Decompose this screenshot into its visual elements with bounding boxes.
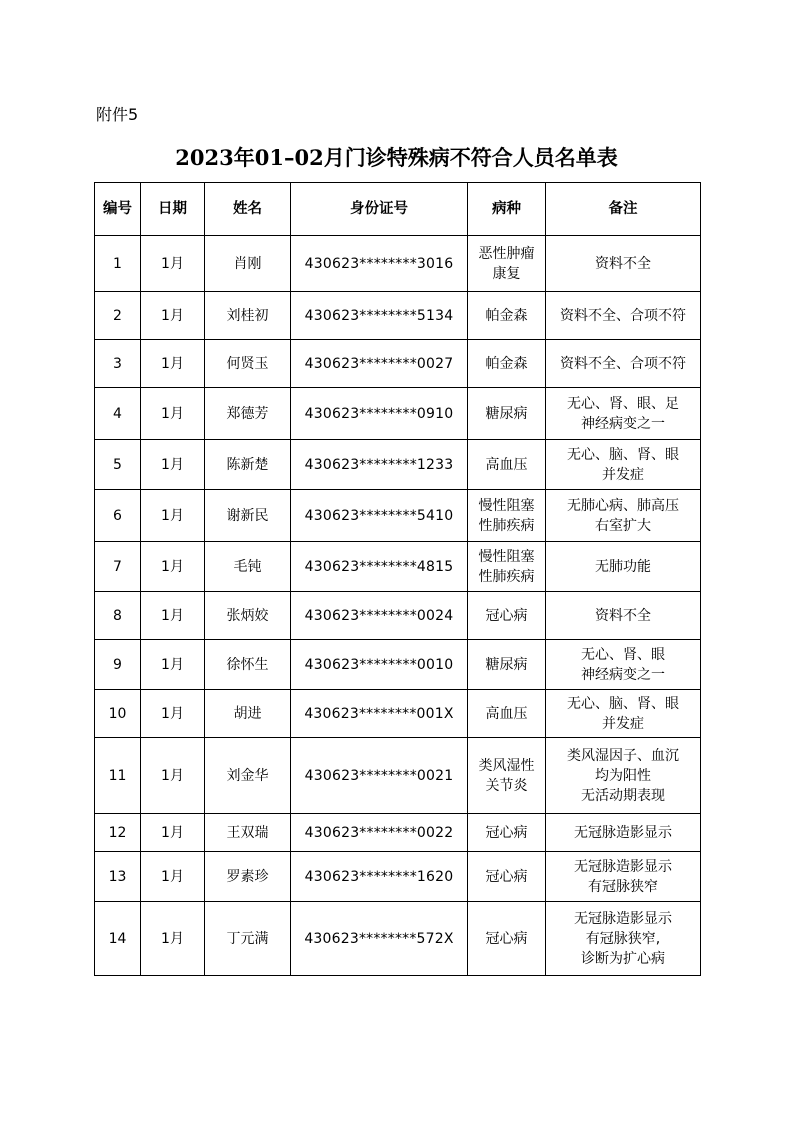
cell-disease — [468, 292, 546, 340]
table-row — [95, 340, 701, 388]
cell-date: 1月 — [141, 490, 205, 542]
cell-disease-line: 关节炎 — [485, 777, 528, 794]
table-row — [95, 592, 701, 640]
cell-remark-line: 神经病变之一 — [581, 415, 665, 432]
cell-remark-line: 无心、脑、肾、眼 — [567, 446, 679, 463]
cell-remark-line: 资料不全、合项不符 — [560, 355, 686, 372]
table-row — [95, 388, 701, 440]
cell-disease — [468, 542, 546, 592]
cell-name: 徐怀生 — [205, 640, 291, 690]
cell-name: 王双瑞 — [205, 814, 291, 852]
cell-disease — [468, 340, 546, 388]
table-row — [95, 814, 701, 852]
table-row — [95, 490, 701, 542]
cell-name: 罗素珍 — [205, 852, 291, 902]
cell-remark — [546, 236, 701, 292]
cell-id-number: 430623********1620 — [291, 852, 468, 902]
cell-number: 11 — [95, 738, 141, 814]
cell-remark-line: 资料不全 — [595, 255, 651, 272]
cell-remark — [546, 690, 701, 738]
cell-remark-line: 均为阳性 — [595, 767, 651, 784]
cell-remark-line: 并发症 — [602, 715, 644, 732]
cell-remark-line: 无冠脉造影显示 — [574, 824, 672, 841]
cell-remark-line: 右室扩大 — [595, 517, 651, 534]
cell-name: 肖刚 — [205, 236, 291, 292]
cell-number: 2 — [95, 292, 141, 340]
cell-date: 1月 — [141, 440, 205, 490]
cell-disease-line: 恶性肿瘤 — [478, 245, 535, 262]
cell-disease-line: 高血压 — [485, 705, 528, 722]
cell-disease — [468, 814, 546, 852]
cell-number: 14 — [95, 902, 141, 976]
cell-remark-line: 无心、肾、眼 — [581, 646, 665, 663]
cell-id-number: 430623********572X — [291, 902, 468, 976]
cell-remark-line: 类风湿因子、血沉 — [567, 747, 679, 764]
cell-disease-line: 冠心病 — [485, 868, 528, 885]
cell-name: 刘金华 — [205, 738, 291, 814]
cell-disease — [468, 236, 546, 292]
cell-name: 何贤玉 — [205, 340, 291, 388]
cell-number: 3 — [95, 340, 141, 388]
header-name: 姓名 — [205, 183, 291, 236]
page-title: 2023年01–02月门诊特殊病不符合人员名单表 — [175, 145, 618, 170]
table-row — [95, 292, 701, 340]
cell-disease-line: 慢性阻塞 — [478, 548, 535, 565]
cell-disease — [468, 690, 546, 738]
cell-remark-line: 无冠脉造影显示 — [574, 858, 672, 875]
cell-date: 1月 — [141, 738, 205, 814]
cell-id-number: 430623********0027 — [291, 340, 468, 388]
cell-number: 13 — [95, 852, 141, 902]
cell-number: 7 — [95, 542, 141, 592]
cell-name: 谢新民 — [205, 490, 291, 542]
cell-remark-line: 无心、脑、肾、眼 — [567, 695, 679, 712]
cell-id-number: 430623********0010 — [291, 640, 468, 690]
cell-remark-line: 资料不全、合项不符 — [560, 307, 686, 324]
cell-remark-line: 资料不全 — [595, 607, 651, 624]
table-row — [95, 542, 701, 592]
cell-date: 1月 — [141, 690, 205, 738]
cell-id-number: 430623********001X — [291, 690, 468, 738]
table-row — [95, 690, 701, 738]
cell-name: 丁元满 — [205, 902, 291, 976]
cell-number: 1 — [95, 236, 141, 292]
cell-disease-line: 糖尿病 — [485, 656, 528, 673]
cell-disease-line: 类风湿性 — [478, 757, 535, 774]
cell-remark — [546, 814, 701, 852]
cell-remark — [546, 738, 701, 814]
attachment-label: 附件5 — [96, 105, 139, 124]
cell-disease — [468, 738, 546, 814]
header-disease: 病种 — [468, 183, 546, 236]
cell-disease-line: 帕金森 — [485, 307, 528, 324]
cell-id-number: 430623********3016 — [291, 236, 468, 292]
table-row — [95, 236, 701, 292]
cell-remark — [546, 852, 701, 902]
cell-date: 1月 — [141, 814, 205, 852]
cell-disease-line: 帕金森 — [485, 355, 528, 372]
cell-remark-line: 无肺心病、肺高压 — [567, 497, 679, 514]
cell-remark — [546, 440, 701, 490]
cell-number: 12 — [95, 814, 141, 852]
cell-remark-line: 无心、肾、眼、足 — [567, 395, 679, 412]
cell-remark — [546, 640, 701, 690]
cell-number: 10 — [95, 690, 141, 738]
table-row — [95, 738, 701, 814]
cell-date: 1月 — [141, 852, 205, 902]
cell-date: 1月 — [141, 236, 205, 292]
cell-name: 郑德芳 — [205, 388, 291, 440]
table-header-row — [95, 183, 701, 236]
cell-name: 张炳姣 — [205, 592, 291, 640]
cell-disease — [468, 902, 546, 976]
cell-date: 1月 — [141, 388, 205, 440]
cell-date: 1月 — [141, 592, 205, 640]
cell-date: 1月 — [141, 640, 205, 690]
cell-disease-line: 冠心病 — [485, 930, 528, 947]
table-row — [95, 852, 701, 902]
cell-disease-line: 冠心病 — [485, 824, 528, 841]
cell-number: 9 — [95, 640, 141, 690]
cell-id-number: 430623********5134 — [291, 292, 468, 340]
cell-disease-line: 性肺疾病 — [478, 568, 535, 585]
cell-id-number: 430623********1233 — [291, 440, 468, 490]
cell-name: 胡进 — [205, 690, 291, 738]
cell-remark-line: 有冠脉狭窄 — [588, 878, 658, 895]
cell-disease-line: 性肺疾病 — [478, 517, 535, 534]
cell-disease — [468, 852, 546, 902]
cell-remark-line: 有冠脉狭窄, — [585, 930, 661, 947]
table-row — [95, 440, 701, 490]
table-row — [95, 640, 701, 690]
cell-disease — [468, 490, 546, 542]
cell-name: 毛钝 — [205, 542, 291, 592]
cell-remark — [546, 902, 701, 976]
cell-disease — [468, 640, 546, 690]
cell-number: 8 — [95, 592, 141, 640]
cell-id-number: 430623********0021 — [291, 738, 468, 814]
cell-remark — [546, 388, 701, 440]
cell-disease-line: 冠心病 — [485, 607, 528, 624]
cell-remark-line: 诊断为扩心病 — [581, 950, 665, 967]
cell-remark-line: 并发症 — [602, 466, 644, 483]
cell-disease-line: 糖尿病 — [485, 405, 528, 422]
cell-id-number: 430623********5410 — [291, 490, 468, 542]
cell-remark — [546, 592, 701, 640]
cell-disease-line: 慢性阻塞 — [478, 497, 535, 514]
cell-name: 刘桂初 — [205, 292, 291, 340]
cell-number: 5 — [95, 440, 141, 490]
table-row — [95, 902, 701, 976]
cell-disease-line: 康复 — [492, 265, 521, 282]
cell-id-number: 430623********0022 — [291, 814, 468, 852]
cell-disease — [468, 440, 546, 490]
noncompliant-list-table — [94, 182, 701, 976]
header-id-number: 身份证号 — [291, 183, 468, 236]
cell-date: 1月 — [141, 340, 205, 388]
cell-id-number: 430623********0910 — [291, 388, 468, 440]
cell-disease — [468, 592, 546, 640]
header-number: 编号 — [95, 183, 141, 236]
cell-remark — [546, 292, 701, 340]
header-date: 日期 — [141, 183, 205, 236]
cell-number: 6 — [95, 490, 141, 542]
cell-date: 1月 — [141, 292, 205, 340]
cell-name: 陈新楚 — [205, 440, 291, 490]
cell-remark-line: 神经病变之一 — [581, 666, 665, 683]
cell-disease — [468, 388, 546, 440]
header-remark: 备注 — [546, 183, 701, 236]
cell-date: 1月 — [141, 542, 205, 592]
cell-remark-line: 无肺功能 — [595, 558, 651, 575]
cell-id-number: 430623********4815 — [291, 542, 468, 592]
cell-remark — [546, 542, 701, 592]
cell-disease-line: 高血压 — [485, 456, 528, 473]
cell-remark — [546, 340, 701, 388]
table-body — [95, 236, 701, 976]
cell-remark — [546, 490, 701, 542]
cell-date: 1月 — [141, 902, 205, 976]
cell-remark-line: 无冠脉造影显示 — [574, 910, 672, 927]
cell-remark-line: 无活动期表现 — [581, 787, 665, 804]
cell-number: 4 — [95, 388, 141, 440]
cell-id-number: 430623********0024 — [291, 592, 468, 640]
